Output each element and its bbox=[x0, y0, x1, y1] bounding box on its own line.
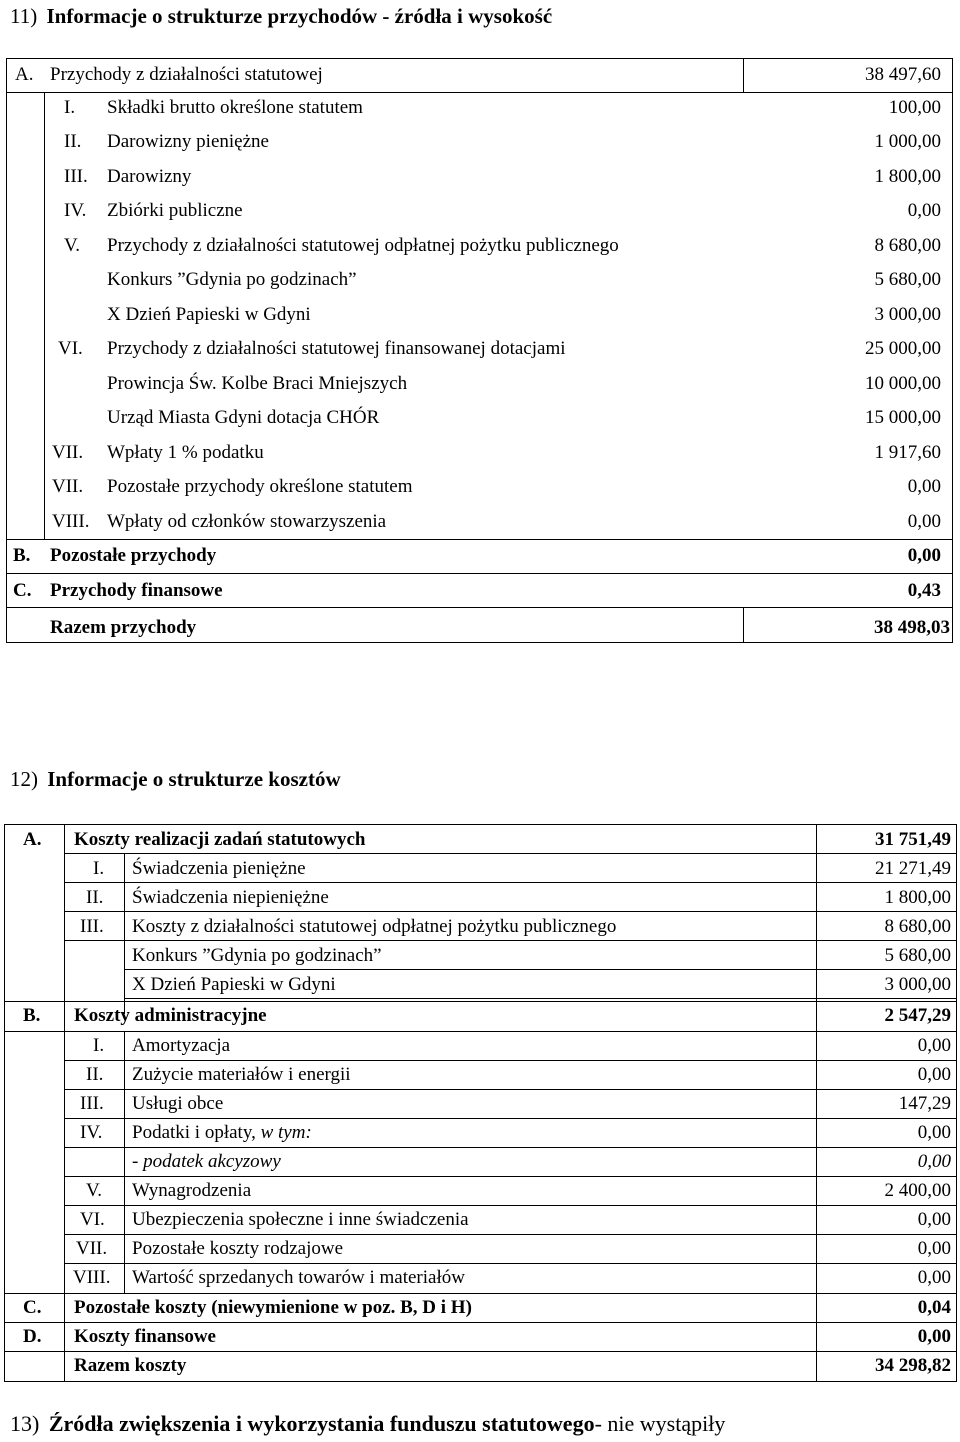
row-value: 100,00 bbox=[888, 97, 941, 118]
row-code: VIII. bbox=[52, 511, 90, 532]
row-value: 0,00 bbox=[907, 545, 941, 566]
row-value: 5 680,00 bbox=[884, 945, 951, 966]
row-value: 0,00 bbox=[917, 1122, 951, 1143]
row-label: Darowizny pieniężne bbox=[107, 131, 269, 152]
row-code: VII. bbox=[76, 1238, 108, 1259]
row-value: 0,43 bbox=[907, 580, 941, 601]
row-label: Koszty administracyjne bbox=[74, 1005, 267, 1026]
table-row bbox=[6, 401, 953, 435]
row-value: 0,00 bbox=[907, 511, 941, 532]
row-value: 38 497,60 bbox=[865, 64, 941, 85]
table-row bbox=[6, 160, 953, 194]
row-code: C. bbox=[23, 1297, 42, 1318]
row-code: D. bbox=[23, 1326, 42, 1347]
row-code: V. bbox=[64, 235, 81, 256]
row-value: 21 271,49 bbox=[875, 858, 951, 879]
table-row bbox=[4, 1031, 957, 1060]
row-label: Świadczenia niepieniężne bbox=[132, 887, 329, 908]
row-value: 1 800,00 bbox=[884, 887, 951, 908]
section-12-heading bbox=[10, 765, 341, 793]
row-label: Darowizny bbox=[107, 166, 192, 187]
table-row bbox=[6, 263, 953, 297]
row-code: B. bbox=[13, 545, 31, 566]
table-row bbox=[4, 1263, 957, 1292]
row-value: 0,00 bbox=[917, 1326, 951, 1347]
table-row bbox=[4, 883, 957, 912]
row-code: VI. bbox=[58, 338, 83, 359]
row-label: Prowincja Św. Kolbe Braci Mniejszych bbox=[107, 373, 408, 394]
row-value: 8 680,00 bbox=[884, 916, 951, 937]
row-label: Urząd Miasta Gdyni dotacja CHÓR bbox=[107, 407, 380, 428]
row-label: Przychody z działalności statutowej finansowanej dotacjami bbox=[107, 338, 566, 359]
row-value: 34 298,82 bbox=[875, 1355, 951, 1376]
row-value: 147,29 bbox=[898, 1093, 951, 1114]
row-code: IV. bbox=[80, 1122, 103, 1143]
row-label: Razem koszty bbox=[74, 1355, 187, 1376]
section-title: Informacje o strukturze kosztów bbox=[47, 767, 341, 791]
table-row bbox=[4, 970, 957, 999]
row-code: II. bbox=[64, 131, 82, 152]
row-value: 25 000,00 bbox=[865, 338, 941, 359]
row-value: 2 400,00 bbox=[884, 1180, 951, 1201]
table-row bbox=[4, 912, 957, 941]
revenue-table bbox=[6, 58, 953, 643]
row-label: Koszty z działalności statutowej odpłatnej pożytku publicznego bbox=[132, 916, 617, 937]
table-row bbox=[6, 436, 953, 470]
row-code: II. bbox=[86, 1064, 104, 1085]
row-value: 3 000,00 bbox=[874, 304, 941, 325]
table-row bbox=[6, 125, 953, 159]
total-row bbox=[6, 611, 953, 645]
row-label: Koszty finansowe bbox=[74, 1326, 216, 1347]
row-code: III. bbox=[80, 916, 104, 937]
row-value: 0,00 bbox=[917, 1035, 951, 1056]
row-value: 0,00 bbox=[917, 1238, 951, 1259]
row-label: X Dzień Papieski w Gdyni bbox=[132, 974, 336, 995]
table-row bbox=[6, 298, 953, 332]
table-row bbox=[6, 194, 953, 228]
section-number: 11) bbox=[10, 4, 38, 28]
row-label: Pozostałe przychody bbox=[50, 545, 217, 566]
row-label: Zużycie materiałów i energii bbox=[132, 1064, 351, 1085]
table-row bbox=[6, 332, 953, 366]
row-label: Świadczenia pieniężne bbox=[132, 858, 306, 879]
costs-table bbox=[4, 824, 957, 1382]
row-code: I. bbox=[93, 1035, 105, 1056]
row-label: Pozostałe przychody określone statutem bbox=[107, 476, 413, 497]
row-label: Amortyzacja bbox=[132, 1035, 231, 1056]
row-code: VI. bbox=[80, 1209, 105, 1230]
total-row bbox=[4, 1351, 957, 1380]
row-value: 3 000,00 bbox=[884, 974, 951, 995]
table-row bbox=[6, 470, 953, 504]
section-11-heading bbox=[10, 2, 552, 30]
row-value: 31 751,49 bbox=[875, 829, 951, 850]
row-value: 2 547,29 bbox=[884, 1005, 951, 1026]
row-label: Wynagrodzenia bbox=[132, 1180, 252, 1201]
row-code: II. bbox=[86, 887, 104, 908]
row-label: Konkurs ”Gdynia po godzinach” bbox=[132, 945, 382, 966]
row-code: C. bbox=[13, 580, 32, 601]
table-row bbox=[4, 1147, 957, 1176]
row-label: - podatek akcyzowy bbox=[132, 1151, 281, 1172]
table-row bbox=[4, 1176, 957, 1205]
row-label: Składki brutto określone statutem bbox=[107, 97, 363, 118]
row-code: I. bbox=[64, 97, 76, 118]
table-row bbox=[6, 574, 953, 608]
row-code: V. bbox=[86, 1180, 103, 1201]
row-label: Przychody z działalności statutowej bbox=[50, 64, 323, 85]
row-code: III. bbox=[64, 166, 88, 187]
row-value: 1 917,60 bbox=[874, 442, 941, 463]
row-value: 0,00 bbox=[917, 1209, 951, 1230]
table-row bbox=[6, 58, 953, 92]
row-label-italic: w tym: bbox=[260, 1122, 312, 1143]
row-label: Wpłaty 1 % podatku bbox=[107, 442, 264, 463]
row-label: X Dzień Papieski w Gdyni bbox=[107, 304, 311, 325]
row-code: VII. bbox=[52, 442, 84, 463]
row-label: Ubezpieczenia społeczne i inne świadczenia bbox=[132, 1209, 469, 1230]
table-row bbox=[4, 1118, 957, 1147]
row-value: 5 680,00 bbox=[874, 269, 941, 290]
row-value: 0,04 bbox=[917, 1297, 951, 1318]
table-row bbox=[4, 1205, 957, 1234]
row-code: B. bbox=[23, 1005, 41, 1026]
table-row bbox=[6, 91, 953, 125]
row-value: 1 800,00 bbox=[874, 166, 941, 187]
row-value: 15 000,00 bbox=[865, 407, 941, 428]
table-row bbox=[6, 229, 953, 263]
table-row bbox=[4, 941, 957, 970]
row-value: 38 498,03 bbox=[874, 617, 950, 638]
row-value: 0,00 bbox=[907, 476, 941, 497]
row-label: Usługi obce bbox=[132, 1093, 224, 1114]
row-value: 8 680,00 bbox=[874, 235, 941, 256]
row-code: III. bbox=[80, 1093, 104, 1114]
row-label-text: Podatki i opłaty, bbox=[132, 1122, 261, 1143]
table-row bbox=[6, 505, 953, 539]
row-label: Wartość sprzedanych towarów i materiałów bbox=[132, 1267, 465, 1288]
table-row bbox=[6, 367, 953, 401]
row-value: 0,00 bbox=[917, 1064, 951, 1085]
row-code: VII. bbox=[52, 476, 84, 497]
table-row bbox=[4, 825, 957, 854]
row-label: Przychody z działalności statutowej odpłatnej pożytku publicznego bbox=[107, 235, 619, 256]
row-label: Konkurs ”Gdynia po godzinach” bbox=[107, 269, 357, 290]
row-value: 0,00 bbox=[917, 1151, 951, 1172]
section-title: Źródła zwiększenia i wykorzystania funduszu statutowego bbox=[48, 1411, 595, 1436]
row-value: 10 000,00 bbox=[865, 373, 941, 394]
section-number: 13) bbox=[10, 1411, 40, 1436]
row-label bbox=[132, 1118, 312, 1147]
table-row bbox=[4, 854, 957, 883]
row-value: 0,00 bbox=[917, 1267, 951, 1288]
row-code: IV. bbox=[64, 200, 87, 221]
table-row bbox=[4, 1322, 957, 1351]
row-code: VIII. bbox=[73, 1267, 111, 1288]
row-label: Przychody finansowe bbox=[50, 580, 223, 601]
row-value: 0,00 bbox=[907, 200, 941, 221]
row-label: Pozostałe koszty rodzajowe bbox=[132, 1238, 344, 1259]
section-number: 12) bbox=[10, 767, 38, 791]
row-label: Zbiórki publiczne bbox=[107, 200, 243, 221]
table-row bbox=[4, 1089, 957, 1118]
row-label: Razem przychody bbox=[50, 617, 197, 638]
row-code: A. bbox=[15, 64, 34, 85]
section-title: Informacje o strukturze przychodów - źródła i wysokość bbox=[46, 4, 553, 28]
row-label: Pozostałe koszty (niewymienione w poz. B, D i H) bbox=[74, 1297, 472, 1318]
row-label: Wpłaty od członków stowarzyszenia bbox=[107, 511, 387, 532]
section-suffix: - nie wystąpiły bbox=[594, 1411, 726, 1436]
row-code: A. bbox=[23, 829, 42, 850]
table-row bbox=[4, 1001, 957, 1030]
table-row bbox=[4, 1293, 957, 1322]
table-row bbox=[6, 539, 953, 573]
table-row bbox=[4, 1234, 957, 1263]
section-13-heading bbox=[10, 1410, 725, 1438]
row-value: 1 000,00 bbox=[874, 131, 941, 152]
row-label: Koszty realizacji zadań statutowych bbox=[74, 829, 366, 850]
table-row bbox=[4, 1060, 957, 1089]
row-code: I. bbox=[93, 858, 105, 879]
